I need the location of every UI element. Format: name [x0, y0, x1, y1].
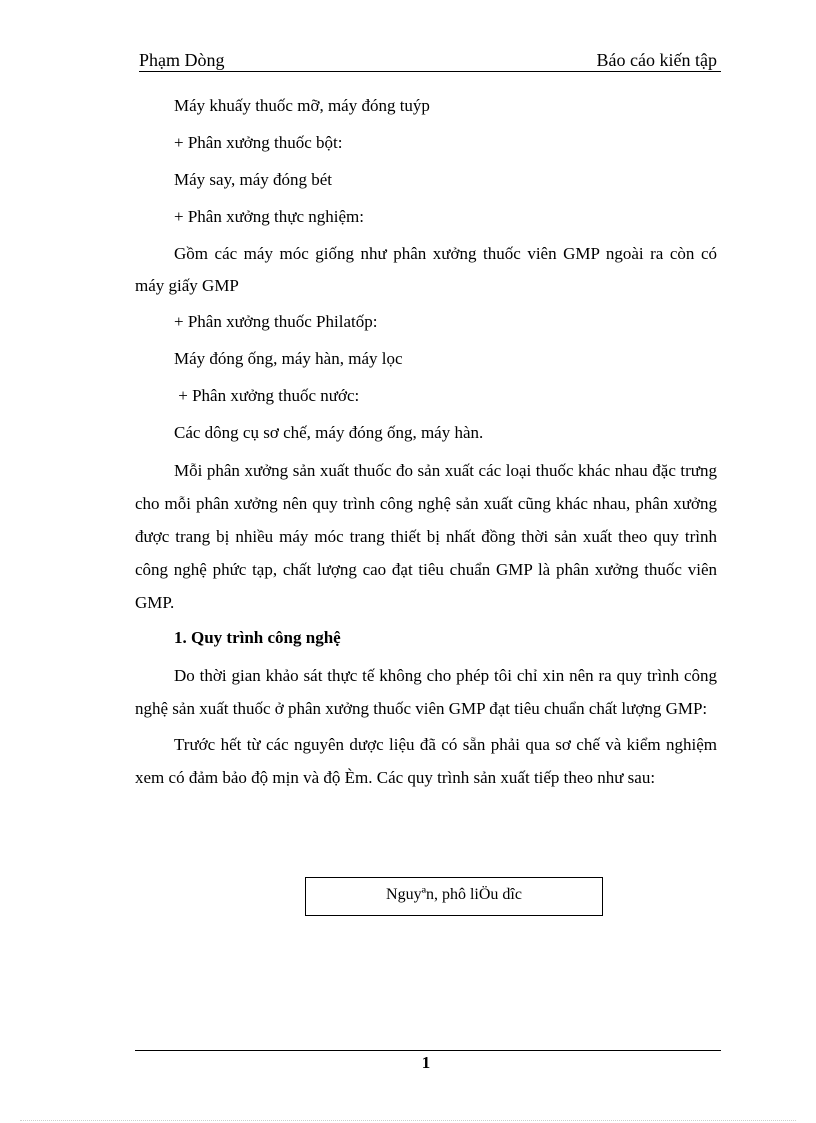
- paragraph: + Phân xưởng thuốc Philatốp:: [174, 312, 378, 331]
- paragraph: + Phân xưởng thuốc bột:: [174, 133, 343, 152]
- paragraph: Máy đóng ống, máy hàn, máy lọc: [174, 349, 403, 368]
- paragraph: + Phân xưởng thuốc nước:: [174, 386, 360, 405]
- paragraph: Máy khuấy thuốc mỡ, máy đóng tuýp: [174, 96, 430, 115]
- paragraph: Trước hết từ các nguyên dược liệu đã có sẵn phải qua sơ chế và kiểm nghiệm xem có đảm bảo độ mịn và độ Èm. Các quy trình sản xuất tiếp theo như sau:: [135, 735, 717, 787]
- header-report-title: Báo cáo kiến tập: [596, 50, 717, 70]
- page-number: 1: [421, 1053, 431, 1072]
- section-heading: 1. Quy trình công nghệ: [174, 628, 341, 647]
- paragraph: Do thời gian khảo sát thực tế không cho phép tôi chỉ xin nên ra quy trình công nghệ sản xuất thuốc ở phân xưởng thuốc viên GMP đạt tiêu chuẩn chất lượng GMP:: [135, 666, 717, 718]
- paragraph: Máy say, máy đóng bét: [174, 170, 333, 189]
- document-body: [135, 96, 717, 803]
- footer-rule: [135, 1050, 721, 1051]
- flowchart-box: Nguyªn, phô liÖu dîc: [305, 877, 603, 916]
- page-header: [139, 49, 721, 72]
- paragraph: Gồm các máy móc giống như phân xưởng thuốc viên GMP ngoài ra còn có máy giấy GMP: [135, 244, 717, 295]
- paragraph: Các dông cụ sơ chế, máy đóng ống, máy hàn.: [174, 423, 484, 442]
- paragraph: + Phân xưởng thực nghiệm:: [174, 207, 364, 226]
- header-author: Phạm Dòng: [139, 50, 225, 70]
- paragraph: Mỗi phân xưởng sản xuất thuốc đo sản xuất các loại thuốc khác nhau đặc trưng cho mỗi phân xưởng nên quy trình công nghệ sản xuất cũng khác nhau, phân xưởng được trang bị nhiều máy móc trang thiết bị nhất đồng thời sản xuất theo quy trình công nghệ phức tạp, chất lượng cao đạt tiêu chuẩn GMP là phân xưởng thuốc viên GMP.: [135, 461, 717, 612]
- page-break-divider: [20, 1120, 796, 1121]
